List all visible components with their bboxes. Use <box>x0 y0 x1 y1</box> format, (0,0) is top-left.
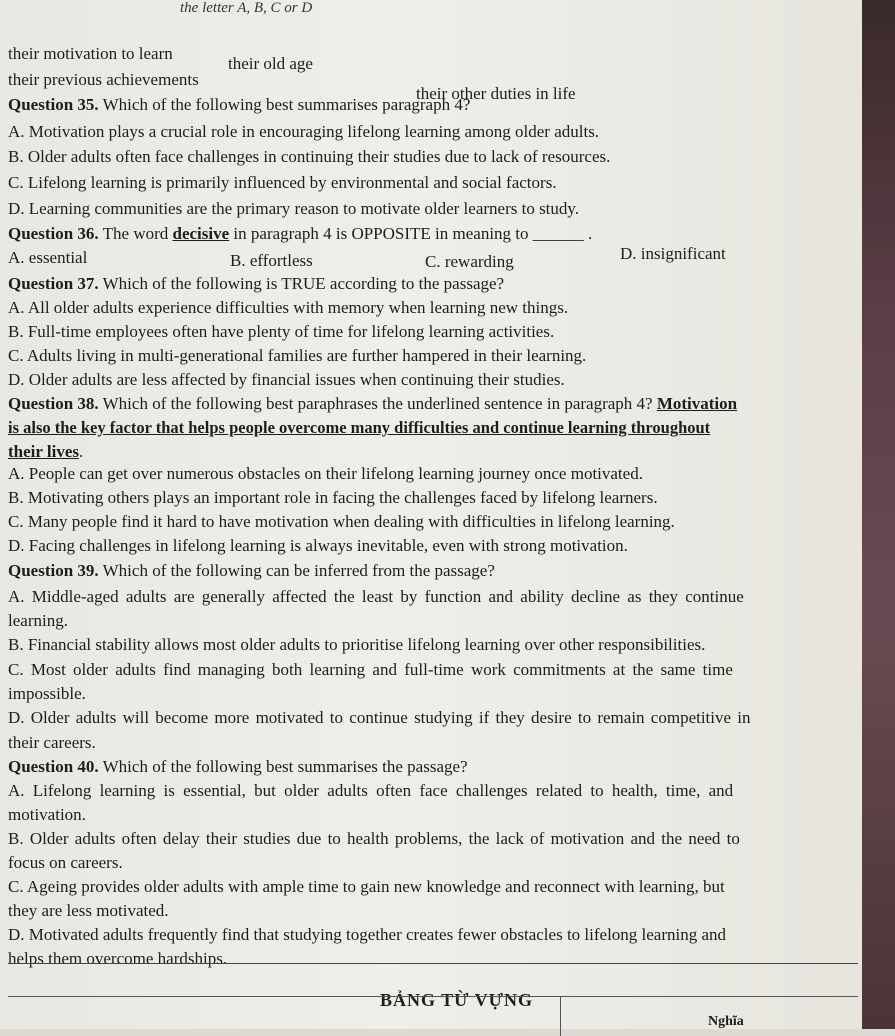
q40-option-a-line1: A. Lifelong learning is essential, but older adults often face challenges related to health, time, and <box>8 781 734 800</box>
q36-option-d: D. insignificant <box>620 244 726 263</box>
q34-option-a: their motivation to learn <box>8 44 173 63</box>
q37-option-c: C. Adults living in multi-generational families are further hampered in their learning. <box>8 346 587 365</box>
q39-label: Question 39. <box>8 561 99 580</box>
q38-option-d: D. Facing challenges in lifelong learning is always inevitable, even with strong motivation. <box>8 536 628 555</box>
q37-option-a: A. All older adults experience difficulties with memory when learning new things. <box>8 298 569 317</box>
q38-question <box>8 394 737 414</box>
background-edge <box>862 0 895 1029</box>
q38-stem: Which of the following best paraphrases the underlined sentence in paragraph 4? <box>102 394 653 413</box>
q39-option-a-line2: learning. <box>8 611 68 630</box>
q39-option-a-line1: A. Middle-aged adults are generally affected the least by function and ability decline as they continue <box>8 587 744 606</box>
q40-option-b-line1: B. Older adults often delay their studies due to health problems, the lack of motivation and the need to <box>8 829 740 848</box>
q37-option-d: D. Older adults are less affected by financial issues when continuing their studies. <box>8 370 565 389</box>
q36-option-c: C. rewarding <box>425 252 514 271</box>
q38-label: Question 38. <box>8 394 99 413</box>
q35-stem: Which of the following best summarises paragraph 4? <box>102 95 471 114</box>
q39-question <box>8 561 495 581</box>
q38-option-b: B. Motivating others plays an important role in facing the challenges faced by lifelong learners. <box>8 488 658 507</box>
q36-option-b: B. effortless <box>230 251 313 270</box>
q40-option-d-line1: D. Motivated adults frequently find that studying together creates fewer obstacles to lifelong learning and <box>8 925 727 944</box>
q35-option-d: D. Learning communities are the primary reason to motivate older learners to study. <box>8 199 580 218</box>
q40-option-b-line2: focus on careers. <box>8 853 123 872</box>
q40-question <box>8 757 468 777</box>
vocab-table-title: BẢNG TỪ VỰNG <box>380 990 534 1010</box>
q34-option-b: their old age <box>228 54 313 73</box>
instruction-partial: the letter A, B, C or D <box>180 0 313 16</box>
q35-option-b: B. Older adults often face challenges in continuing their studies due to lack of resources. <box>8 147 611 166</box>
q36-stem-post: in paragraph 4 is OPPOSITE in meaning to <box>233 224 529 243</box>
q38-underlined-part-1: Motivation <box>656 394 738 413</box>
q39-stem: Which of the following can be inferred from the passage? <box>102 561 495 580</box>
q38-option-a: A. People can get over numerous obstacles on their lifelong learning journey once motivated. <box>8 464 643 483</box>
q39-option-b: B. Financial stability allows most older adults to prioritise lifelong learning over other responsibilities. <box>8 635 706 654</box>
q39-option-d-line1: D. Older adults will become more motivated to continue studying if they desire to remain competitive in <box>8 708 751 727</box>
q36-blank: ______ . <box>532 224 593 243</box>
q37-question <box>8 274 504 294</box>
q38-underlined-end: their lives. <box>8 442 84 461</box>
q35-option-a: A. Motivation plays a crucial role in encouraging lifelong learning among older adults. <box>8 122 600 141</box>
q37-stem: Which of the following is TRUE according to the passage? <box>102 274 505 293</box>
q35-label: Question 35. <box>8 95 99 114</box>
q36-target-word: decisive <box>172 224 230 243</box>
q35-option-c: C. Lifelong learning is primarily influenced by environmental and social factors. <box>8 173 557 192</box>
q39-option-c-line1: C. Most older adults find managing both learning and full-time work commitments at the same time <box>8 660 733 679</box>
vocab-table-divider <box>8 996 858 997</box>
q40-stem: Which of the following best summarises the passage? <box>102 757 468 776</box>
q40-option-a-line2: motivation. <box>8 805 86 824</box>
q34-option-c: their previous achievements <box>8 70 199 89</box>
q38-underlined-part-3: their lives <box>8 442 79 461</box>
q40-option-c-line1: C. Ageing provides older adults with ample time to gain new knowledge and reconnect with learning, but <box>8 877 725 896</box>
q36-stem-pre: The word <box>102 224 169 243</box>
q34-option-d: their other duties in life <box>416 84 576 103</box>
q36-question <box>8 224 592 244</box>
q40-option-d-line2: helps them overcome hardships. <box>8 949 228 968</box>
q35-question <box>8 95 470 115</box>
q39-option-c-line2: impossible. <box>8 684 86 703</box>
vocab-table-column-divider <box>560 996 561 1036</box>
vocab-table-col-meaning: Nghĩa <box>708 1014 744 1029</box>
q40-label: Question 40. <box>8 757 99 776</box>
q39-option-d-line2: their careers. <box>8 733 96 752</box>
q36-option-a: A. essential <box>8 248 88 267</box>
q36-label: Question 36. <box>8 224 99 243</box>
q38-underlined-part-2: is also the key factor that helps people overcome many difficulties and continue learning throughout <box>8 418 711 437</box>
q40-option-c-line2: they are less motivated. <box>8 901 169 920</box>
q37-option-b: B. Full-time employees often have plenty of time for lifelong learning activities. <box>8 322 555 341</box>
q37-label: Question 37. <box>8 274 99 293</box>
q38-option-c: C. Many people find it hard to have motivation when dealing with difficulties in lifelong learning. <box>8 512 675 531</box>
